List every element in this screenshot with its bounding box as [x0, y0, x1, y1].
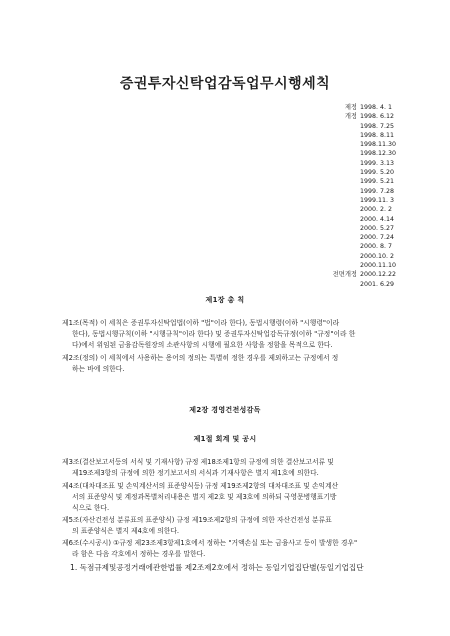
- revision-label: [327, 187, 357, 196]
- revision-label: [327, 205, 357, 214]
- revision-label: 제정: [344, 104, 357, 111]
- article-1: [62, 318, 392, 351]
- revision-date: 2000. 5.27: [360, 224, 395, 232]
- revision-label: [327, 196, 357, 205]
- revision-row: [327, 112, 395, 121]
- revision-label: [327, 131, 357, 140]
- article-6: [62, 538, 392, 560]
- revision-date: 1998. 7.25: [360, 122, 395, 130]
- revision-date: 2001. 6.29: [360, 280, 395, 288]
- revision-row: [327, 122, 395, 131]
- revision-label: [327, 252, 357, 261]
- revision-date: 1998.11.30: [360, 141, 397, 149]
- revision-row: [327, 168, 395, 177]
- article-2: [62, 353, 392, 375]
- revision-date: 2000.11.10: [360, 262, 397, 270]
- article-3-line: 제19조제3항의 규정에 의한 정기보고서의 서식과 기재사항은 별지 제1호에 의한다.: [72, 469, 319, 477]
- article-4: [62, 481, 392, 514]
- revision-date: 1998. 6.12: [360, 113, 395, 121]
- revision-label: [327, 280, 357, 289]
- article-1-line: 한다), 동법시행규칙(이하 "시행규칙"이라 한다) 및 증권투자신탁업감독규정(이하 "규정"이라 한: [72, 330, 356, 338]
- revision-label: [327, 122, 357, 131]
- document-title: 증권투자신탁업감독업무시행세칙: [119, 76, 331, 92]
- revision-row: [327, 233, 395, 242]
- revision-date: 1998. 8.11: [360, 131, 395, 139]
- article-4-line: 제4조(대차대조표 및 손익계산서의 표준양식등) 규정 제19조제2항의 대차대조표 및 손익계산: [62, 482, 339, 490]
- revision-label: [327, 261, 357, 270]
- revision-row: [327, 242, 392, 251]
- revision-label: 개정: [344, 113, 357, 121]
- article-5-line: 제5조(자산건전성 분류표의 표준양식) 규정 제19조제2항의 규정에 의한 자산건전성 분류표: [62, 516, 332, 524]
- revision-row: [327, 215, 395, 224]
- revision-date: 1998.12.30: [360, 150, 397, 158]
- revision-label: [327, 233, 357, 242]
- revision-row: [327, 187, 395, 196]
- article-6-item-1: 1. 독점규제및공정거래에관한법률 제2조제2호에서 정하는 동일기업집단별(동일기업집단: [70, 563, 364, 572]
- revision-row: [327, 196, 395, 205]
- revision-row: [327, 159, 395, 168]
- revision-row: [327, 177, 395, 186]
- revision-row: [327, 280, 395, 289]
- article-1-line: 다)에서 위임된 금융감독원장의 소관사항의 시행에 필요한 사항을 정함을 목적으로 한다.: [72, 341, 333, 349]
- revision-row: [327, 270, 397, 279]
- revision-date: 2000. 7.24: [360, 234, 395, 242]
- revision-label: [327, 168, 357, 177]
- chapter1-heading: 제1장 총 칙: [205, 296, 245, 304]
- chapter2-heading: 제2장 경영건전성감독: [189, 406, 261, 414]
- revision-label: 전면개정: [332, 271, 357, 279]
- revision-label: [327, 242, 357, 251]
- revision-row: [327, 205, 392, 214]
- revision-row: [327, 252, 395, 261]
- revision-label: [327, 224, 357, 233]
- revision-label: [327, 177, 357, 186]
- revision-date: 1999. 7.28: [360, 187, 395, 195]
- revision-date: 1999. 3.13: [360, 159, 395, 167]
- revision-label: [327, 215, 357, 224]
- article-3-line: 제3조(결산보고서등의 서식 및 기재사항) 규정 제18조제1항의 규정에 의한 결산보고서류 및: [62, 458, 334, 466]
- revision-date: 2000.10. 2: [360, 252, 395, 260]
- revision-date: 2000. 2. 2: [360, 206, 393, 214]
- revision-date: 1999. 5.21: [360, 178, 395, 186]
- article-6-line: 라 함은 다음 각호에서 정하는 경우를 말한다.: [72, 550, 206, 558]
- article-5-line: 의 표준양식은 별지 제4호에 의한다.: [72, 527, 180, 535]
- revision-date: 2000. 4.14: [360, 215, 395, 223]
- revision-label: [327, 159, 357, 168]
- article-2-line: 제2조(정의) 이 세칙에서 사용하는 용어의 정의는 특별히 정한 경우를 제외하고는 규정에서 정: [62, 354, 339, 362]
- revision-row: [327, 103, 392, 112]
- article-4-line: 서의 표준양식 및 계정과목별처리내용은 별지 제2호 및 제3호에 의하되 국영문병행표기방: [72, 493, 337, 501]
- revision-date: 1999. 5.20: [360, 169, 395, 177]
- section1-heading: 제1절 회계 및 공시: [193, 435, 257, 443]
- article-5: [62, 515, 392, 537]
- article-4-line: 식으로 한다.: [72, 504, 110, 512]
- revision-history: [327, 103, 397, 289]
- revision-date: 2000. 8. 7: [360, 243, 393, 251]
- revision-label: [327, 149, 357, 158]
- revision-row: [327, 261, 397, 270]
- revision-row: [327, 149, 397, 158]
- article-1-line: 제1조(목적) 이 세칙은 증권투자신탁업법(이하 "법"이라 한다), 동법시행령(이하 "시행령"이라: [62, 319, 340, 327]
- revision-row: [327, 140, 397, 149]
- article-3: [62, 457, 392, 479]
- revision-date: 1998. 4. 1: [360, 104, 393, 111]
- revision-row: [327, 131, 395, 140]
- revision-date: 2000.12.22: [360, 271, 397, 279]
- revision-label: [327, 140, 357, 149]
- article-6-line: 제6조(수시공시) ①규정 제23조제3항제1호에서 정하는 "거액손실 또는 금융사고 등이 발생한 경우": [62, 539, 358, 547]
- revision-date: 1999.11. 3: [360, 196, 395, 204]
- revision-row: [327, 224, 395, 233]
- article-2-line: 하는 바에 의한다.: [72, 365, 125, 373]
